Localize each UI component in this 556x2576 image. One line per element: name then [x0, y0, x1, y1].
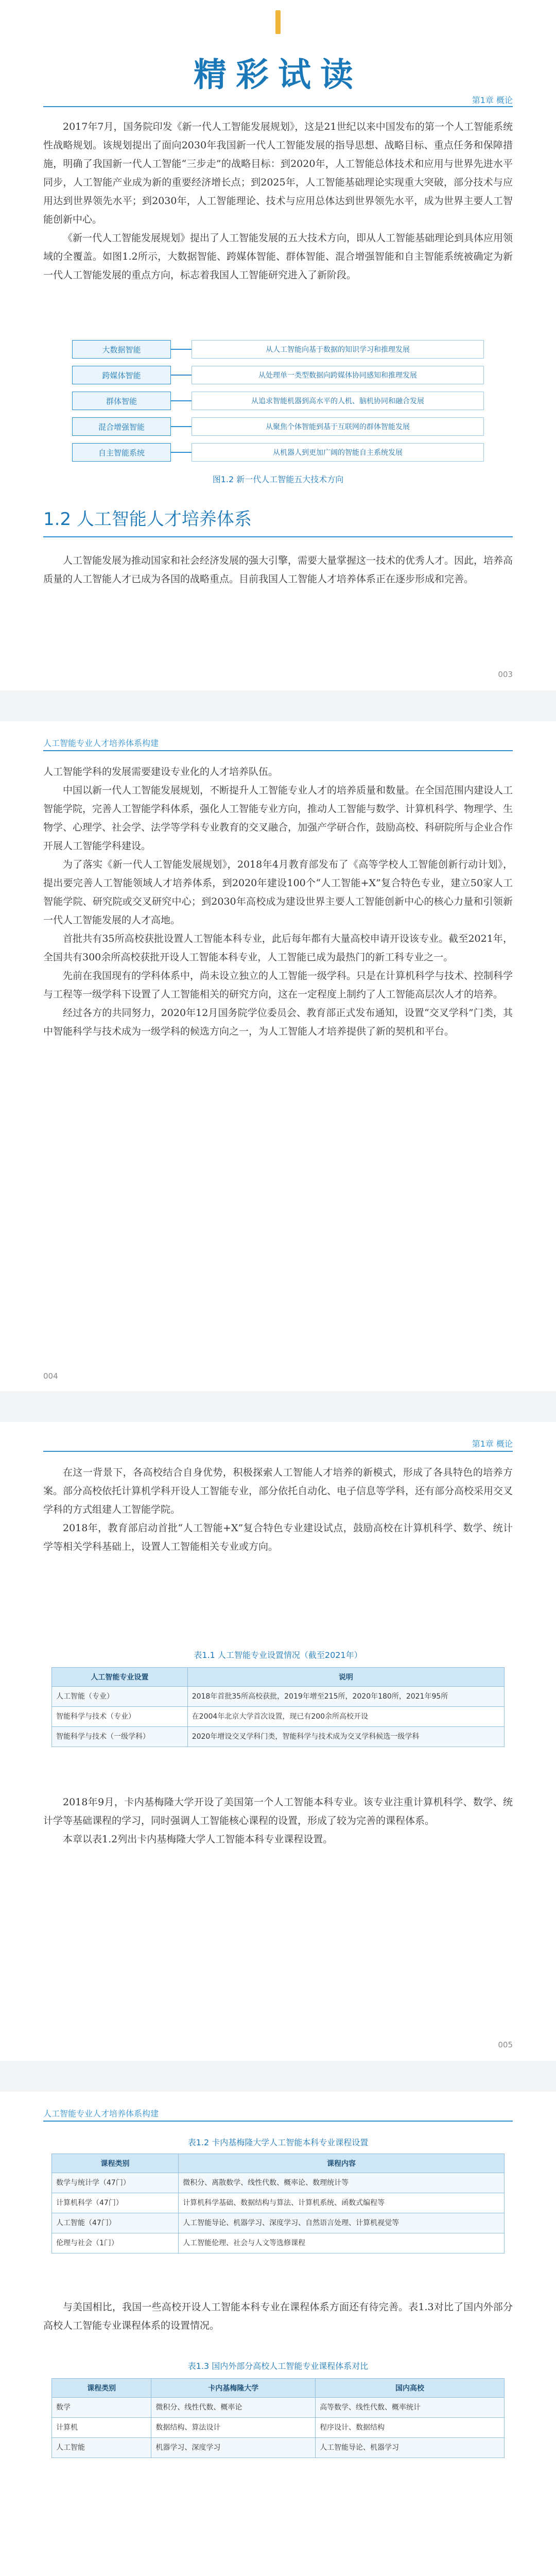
table-1-2 — [51, 2154, 505, 2253]
page-2 — [0, 721, 556, 1391]
body-text — [43, 117, 513, 284]
table-row — [52, 1707, 505, 1727]
section-label: 人工智能专业人才培养体系构建 — [43, 738, 159, 748]
top-rule — [43, 750, 513, 751]
figure-row — [72, 443, 484, 462]
paragraph: 与美国相比，我国一些高校开设人工智能本科专业在课程体系方面还有待完善。表1.3对比了国内外部分高校人工智能专业课程体系的设置情况。 — [43, 2301, 513, 2331]
figure-right-box: 从处理单一类型数据向跨媒体协同感知和推理发展 — [192, 366, 484, 384]
table-row — [52, 2398, 505, 2418]
paragraph: 人工智能学科的发展需要建设专业化的人才培养队伍。 — [43, 766, 279, 777]
table-cell: 2018年首批35所高校获批，2019年增至215所，2020年180所，2021年95所 — [187, 1687, 504, 1707]
page-4 — [0, 2092, 556, 2576]
body-text — [43, 1463, 513, 1556]
paragraph: 2017年7月，国务院印发《新一代人工智能发展规划》，这是21世纪以来中国发布的第一个人工智能系统性战略规划。该规划提出了面向2030年我国新一代人工智能发展的指导思想、战略目标、重点任务和保障措施，明确了我国新一代人工智能“三步走”的战略目标：到2020年，人工智能总体技术和应用与世界先进水平同步，人工智能产业成为新的重要经济增长点；到2025年，人工智能基础理论实现重大突破，部分技术与应用达到世界领先水平；到2030年，人工智能理论、技术与应用总体达到世界领先水平，成为世界主要人工智能创新中心。 — [43, 121, 513, 225]
figure-right-box: 从追求智能机器到高水平的人机、脑机协同和融合发展 — [192, 392, 484, 410]
table-header: 课程类别 — [52, 2379, 151, 2398]
table-cell: 数学与统计学（47门） — [52, 2173, 179, 2193]
table-header: 课程内容 — [179, 2154, 505, 2173]
figure-row — [72, 392, 484, 410]
table-cell: 数学 — [52, 2398, 151, 2418]
table-1-1 — [51, 1667, 505, 1747]
table-cell: 人工智能（47门） — [52, 2213, 179, 2233]
table-header: 国内高校 — [316, 2379, 505, 2398]
table-header-row — [52, 2154, 505, 2173]
figure-left-box: 混合增强智能 — [72, 417, 171, 436]
paragraph: 《新一代人工智能发展规划》提出了人工智能发展的五大技术方向，即从人工智能基础理论到具体应用领域的全覆盖。如图1.2所示，大数据智能、跨媒体智能、群体智能、混合增强智能和自主智能系统被确定为新一代人工智能发展的重点方向，标志着我国人工智能研究进入了新阶段。 — [43, 232, 513, 281]
table-cell: 伦理与社会（1门） — [52, 2233, 179, 2253]
table-cell: 智能科学与技术（一级学科） — [52, 1727, 188, 1747]
table-cell: 数据结构、算法设计 — [151, 2418, 316, 2438]
section-label: 人工智能专业人才培养体系构建 — [43, 2109, 159, 2119]
paragraph: 本章以表1.2列出卡内基梅隆大学人工智能本科专业课程设置。 — [63, 1834, 333, 1845]
arrow-connector — [171, 452, 192, 453]
table-row — [52, 2173, 505, 2193]
table-cell: 智能科学与技术（专业） — [52, 1707, 188, 1727]
section-body-text — [43, 551, 513, 588]
figure-row — [72, 366, 484, 384]
section-heading: 1.2 人工智能人才培养体系 — [43, 505, 513, 537]
body-text-after-table — [43, 1793, 513, 1849]
table-row — [52, 1687, 505, 1707]
table-row — [52, 2233, 505, 2253]
table-cell: 机器学习、深度学习 — [151, 2438, 316, 2458]
page-3 — [0, 1422, 556, 2061]
arrow-connector — [171, 400, 192, 401]
table-cell: 在2004年北京大学首次设置，现已有200余所高校开设 — [187, 1707, 504, 1727]
table-row — [52, 2193, 505, 2213]
page-separator — [0, 690, 556, 721]
page-separator — [0, 2061, 556, 2092]
table-cell: 人工智能（专业） — [52, 1687, 188, 1707]
figure-row — [72, 340, 484, 359]
paragraph: 先前在我国现有的学科体系中，尚未设立独立的人工智能一级学科。只是在计算机科学与技术、控制科学与工程等一级学科下设置了人工智能相关的研究方向，这在一定程度上制约了人工智能高层次人才的培养。 — [43, 970, 513, 1000]
table-cell: 人工智能导论、机器学习、深度学习、自然语言处理、计算机视觉等 — [179, 2213, 505, 2233]
table-header: 说明 — [187, 1668, 504, 1687]
figure-1-2 — [72, 340, 484, 469]
table-cell: 人工智能 — [52, 2438, 151, 2458]
table-row — [52, 2418, 505, 2438]
paragraph: 中国以新一代人工智能发展规划，不断提升人工智能专业人才的培养质量和数量。在全国范围内建设人工智能学院，完善人工智能学科体系，强化人工智能专业方向，推动人工智能与数学、计算机科学、物理学、生物学、心理学、社会学、法学等学科专业教育的交叉融合，加强产学研合作，鼓励高校、科研院所与企业合作开展人工智能学科建设。 — [43, 785, 513, 852]
top-rule — [43, 2121, 513, 2122]
table-cell: 微积分、线性代数、概率论 — [151, 2398, 316, 2418]
figure-left-box: 跨媒体智能 — [72, 366, 171, 384]
table-header-row — [52, 1668, 505, 1687]
table-cell: 程序设计、数据结构 — [316, 2418, 505, 2438]
table-header: 人工智能专业设置 — [52, 1668, 188, 1687]
figure-left-box: 大数据智能 — [72, 340, 171, 359]
top-rule — [43, 106, 513, 107]
body-text — [43, 2298, 513, 2335]
figure-row — [72, 417, 484, 436]
figure-caption: 图1.2 新一代人工智能五大技术方向 — [212, 474, 344, 484]
chapter-label: 第1章 概论 — [472, 1439, 513, 1449]
header-accent-bar — [275, 10, 281, 34]
arrow-connector — [171, 426, 192, 427]
chapter-label: 第1章 概论 — [472, 95, 513, 105]
page-title: 精彩试读 — [194, 56, 362, 94]
arrow-connector — [171, 375, 192, 376]
table-caption: 表1.1 人工智能专业设置情况（截至2021年） — [194, 1650, 362, 1660]
paragraph: 人工智能发展为推动国家和社会经济发展的强大引擎，需要大量掌握这一技术的优秀人才。因此，培养高质量的人工智能人才已成为各国的战略重点。目前我国人工智能人才培养体系正在逐步形成和完善。 — [43, 555, 513, 585]
top-rule — [43, 1451, 513, 1452]
table-row — [52, 1727, 505, 1747]
paragraph: 2018年9月，卡内基梅隆大学开设了美国第一个人工智能本科专业。该专业注重计算机科学、数学、统计学等基础课程的学习，同时强调人工智能核心课程的设置，形成了较为完善的课程体系。 — [43, 1797, 513, 1826]
table-cell: 计算机科学基础、数据结构与算法、计算机系统、函数式编程等 — [179, 2193, 505, 2213]
page-1 — [0, 0, 556, 690]
paragraph: 2018年，教育部启动首批“人工智能+X”复合特色专业建设试点，鼓励高校在计算机科学、数学、统计学等相关学科基础上，设置人工智能相关专业或方向。 — [43, 1522, 513, 1552]
figure-right-box: 从聚焦个体智能到基于互联网的群体智能发展 — [192, 417, 484, 436]
page-separator — [0, 1391, 556, 1422]
table-1-3 — [51, 2378, 505, 2458]
table-cell: 计算机科学（47门） — [52, 2193, 179, 2213]
table-cell: 计算机 — [52, 2418, 151, 2438]
table-header: 卡内基梅隆大学 — [151, 2379, 316, 2398]
body-text — [43, 762, 513, 1041]
table-row — [52, 2438, 505, 2458]
table-cell: 高等数学、线性代数、概率统计 — [316, 2398, 505, 2418]
table-cell: 人工智能伦理、社会与人文等选修课程 — [179, 2233, 505, 2253]
paragraph: 经过各方的共同努力，2020年12月国务院学位委员会、教育部正式发布通知，设置“交叉学科”门类，其中智能科学与技术成为一级学科的候选方向之一，为人工智能人才培养提供了新的契机和平台。 — [43, 1007, 513, 1037]
table-cell: 人工智能导论、机器学习 — [316, 2438, 505, 2458]
paragraph: 首批共有35所高校获批设置人工智能本科专业，此后每年都有大量高校申请开设该专业。截至2021年，全国共有300余所高校获批开设人工智能本科专业，人工智能已成为最热门的新工科专业之一。 — [43, 933, 513, 963]
figure-left-box: 自主智能系统 — [72, 443, 171, 462]
page-number: 004 — [43, 1371, 58, 1381]
paragraph: 为了落实《新一代人工智能发展规划》，2018年4月教育部发布了《高等学校人工智能创新行动计划》，提出要完善人工智能领域人才培养体系，到2020年建设100个“人工智能+X”复合特色专业，建立50家人工智能学院、研究院或交叉研究中心；到2030年高校成为建设世界主要人工智能创新中心的核心力量和引领新一代人工智能发展的人才高地。 — [43, 859, 513, 926]
table-caption: 表1.2 卡内基梅隆大学人工智能本科专业课程设置 — [187, 2138, 369, 2147]
figure-left-box: 群体智能 — [72, 392, 171, 410]
arrow-connector — [171, 349, 192, 350]
page-number: 003 — [498, 670, 513, 679]
table-caption: 表1.3 国内外部分高校人工智能专业课程体系对比 — [187, 2361, 369, 2371]
table-header: 课程类别 — [52, 2154, 179, 2173]
table-cell: 微积分、离散数学、线性代数、概率论、数理统计等 — [179, 2173, 505, 2193]
paragraph: 在这一背景下，各高校结合自身优势，积极探索人工智能人才培养的新模式，形成了各具特色的培养方案。部分高校依托计算机学科开设人工智能专业，部分依托自动化、电子信息等学科，还有部分高校采用交叉学科的方式组建人工智能学院。 — [43, 1467, 513, 1515]
page-number: 005 — [498, 2040, 513, 2049]
header — [0, 0, 556, 96]
table-cell: 2020年增设交叉学科门类，智能科学与技术成为交叉学科候选一级学科 — [187, 1727, 504, 1747]
table-row — [52, 2213, 505, 2233]
figure-right-box: 从人工智能向基于数据的知识学习和推理发展 — [192, 340, 484, 359]
figure-right-box: 从机器人到更加广阔的智能自主系统发展 — [192, 443, 484, 462]
table-header-row — [52, 2379, 505, 2398]
